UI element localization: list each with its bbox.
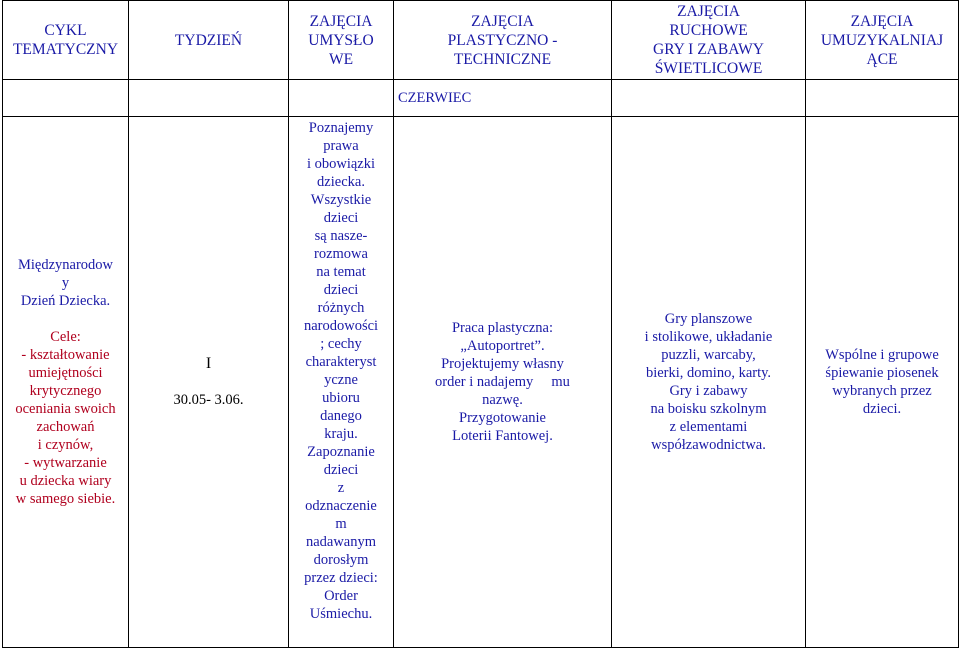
art-line: Loterii Fantowej. bbox=[452, 428, 553, 444]
art-line: order i nadajemy mu bbox=[435, 374, 570, 390]
schedule-table bbox=[2, 0, 959, 648]
week-number: I bbox=[205, 355, 212, 372]
mental-line: m bbox=[335, 516, 347, 532]
week-dates: 30.05- 3.06. bbox=[173, 392, 244, 408]
music-cell bbox=[806, 117, 959, 648]
art-line: Praca plastyczna: bbox=[451, 320, 554, 336]
header-art bbox=[394, 1, 612, 80]
mental-line: danego bbox=[320, 408, 362, 424]
month-blank-3 bbox=[289, 80, 394, 117]
motion-line: z elementami bbox=[669, 419, 748, 435]
goal-line: i czynów, bbox=[37, 437, 94, 453]
header-cycle bbox=[3, 1, 129, 80]
month-blank-2 bbox=[129, 80, 289, 117]
header-art-line: ZAJĘCIA bbox=[471, 12, 534, 30]
mental-line: kraju. bbox=[324, 426, 358, 442]
header-mental-line: UMYSŁO bbox=[308, 31, 374, 49]
month-label: CZERWIEC bbox=[394, 80, 612, 117]
mental-line: dzieci bbox=[323, 210, 359, 226]
goal-line: umiejętności bbox=[28, 365, 103, 381]
motion-cell bbox=[612, 117, 806, 648]
motion-line: Gry i zabawy bbox=[669, 383, 748, 399]
motion-line: i stolikowe, układanie bbox=[644, 329, 773, 345]
header-motion-line: ŚWIETLICOWE bbox=[654, 60, 763, 77]
motion-line: na boisku szkolnym bbox=[650, 401, 767, 417]
mental-line: Zapoznanie bbox=[307, 444, 375, 460]
mental-line: Order bbox=[324, 588, 358, 604]
header-art-line: TECHNICZNE bbox=[453, 50, 552, 68]
content-row bbox=[3, 117, 959, 648]
header-music bbox=[806, 1, 959, 80]
music-line: wybranych przez bbox=[832, 383, 932, 399]
art-cell bbox=[394, 117, 612, 648]
month-blank-5 bbox=[612, 80, 806, 117]
header-mental bbox=[289, 1, 394, 80]
motion-line: puzzli, warcaby, bbox=[661, 347, 756, 363]
mental-line: prawa bbox=[323, 138, 359, 154]
spacer bbox=[6, 310, 125, 328]
goal-line: oceniania swoich bbox=[15, 401, 116, 417]
goal-line: - wytwarzanie bbox=[24, 455, 107, 471]
art-line: nazwę. bbox=[482, 392, 523, 408]
mental-line: odznaczenie bbox=[305, 498, 377, 514]
week-cell bbox=[129, 117, 289, 648]
cycle-title-line: Międzynarodow bbox=[17, 257, 114, 273]
motion-line: Gry planszowe bbox=[664, 311, 753, 327]
mental-cell bbox=[289, 117, 394, 648]
mental-line: yczne bbox=[324, 372, 358, 388]
mental-line: dzieci bbox=[323, 462, 359, 478]
header-cycle-line: TEMATYCZNY bbox=[12, 41, 119, 58]
header-week-line: TYDZIEŃ bbox=[174, 31, 243, 49]
month-blank-6 bbox=[806, 80, 959, 117]
mental-line: na temat bbox=[316, 264, 366, 280]
art-line: Przygotowanie bbox=[459, 410, 546, 426]
header-motion-line: RUCHOWE bbox=[669, 22, 748, 39]
mental-line: dziecka. bbox=[317, 174, 365, 190]
mental-line: Poznajemy bbox=[308, 120, 374, 136]
mental-line: narodowości bbox=[303, 318, 379, 334]
header-motion bbox=[612, 1, 806, 80]
header-motion-line: GRY I ZABAWY bbox=[653, 41, 764, 58]
cycle-title-line: y bbox=[61, 275, 70, 291]
mental-line: ubioru bbox=[322, 390, 360, 406]
month-row bbox=[3, 80, 959, 117]
mental-line: dorosłym bbox=[313, 552, 369, 568]
art-line: „Autoportret”. bbox=[460, 338, 545, 354]
mental-line: ; cechy bbox=[320, 336, 362, 352]
mental-line: dzieci bbox=[323, 282, 359, 298]
mental-line: nadawanym bbox=[305, 534, 377, 550]
goal-line: u dziecka wiary bbox=[19, 473, 112, 489]
mental-line: Uśmiechu. bbox=[309, 606, 373, 622]
goal-line: w samego siebie. bbox=[15, 491, 116, 507]
goals-heading: Cele: bbox=[50, 329, 81, 345]
mental-line: rozmowa bbox=[314, 246, 368, 262]
art-line: Projektujemy własny bbox=[441, 356, 564, 372]
header-mental-line: ZAJĘCIA bbox=[309, 12, 373, 30]
goal-line: - kształtowanie bbox=[21, 347, 110, 363]
goal-line: zachowań bbox=[36, 419, 95, 435]
header-art-line: PLASTYCZNO - bbox=[447, 31, 558, 49]
mental-line: różnych bbox=[317, 300, 365, 316]
header-week bbox=[129, 1, 289, 80]
motion-line: bierki, domino, karty. bbox=[645, 365, 772, 381]
header-music-line: ZAJĘCIA bbox=[850, 12, 914, 30]
mental-line: są nasze- bbox=[314, 228, 368, 244]
mental-line: przez dzieci: bbox=[304, 570, 378, 586]
header-motion-line: ZAJĘCIA bbox=[677, 3, 740, 20]
music-line: śpiewanie piosenek bbox=[825, 365, 939, 381]
mental-line: Wszystkie bbox=[310, 192, 372, 208]
music-line: dzieci. bbox=[862, 401, 902, 417]
month-blank-1 bbox=[3, 80, 129, 117]
mental-line: charakteryst bbox=[305, 354, 377, 370]
music-line: Wspólne i grupowe bbox=[825, 347, 939, 363]
header-music-line: UMUZYKALNIAJ bbox=[820, 31, 944, 49]
header-mental-line: WE bbox=[328, 50, 354, 68]
goal-line: krytycznego bbox=[29, 383, 102, 399]
mental-line: i obowiązki bbox=[306, 156, 376, 172]
header-music-line: ĄCE bbox=[866, 50, 898, 68]
cycle-title-line: Dzień Dziecka. bbox=[20, 293, 111, 309]
cycle-cell bbox=[3, 117, 129, 648]
mental-line: z bbox=[337, 480, 345, 496]
header-row bbox=[3, 1, 959, 80]
motion-line: współzawodnictwa. bbox=[651, 437, 766, 453]
header-cycle-line: CYKL bbox=[44, 22, 87, 39]
